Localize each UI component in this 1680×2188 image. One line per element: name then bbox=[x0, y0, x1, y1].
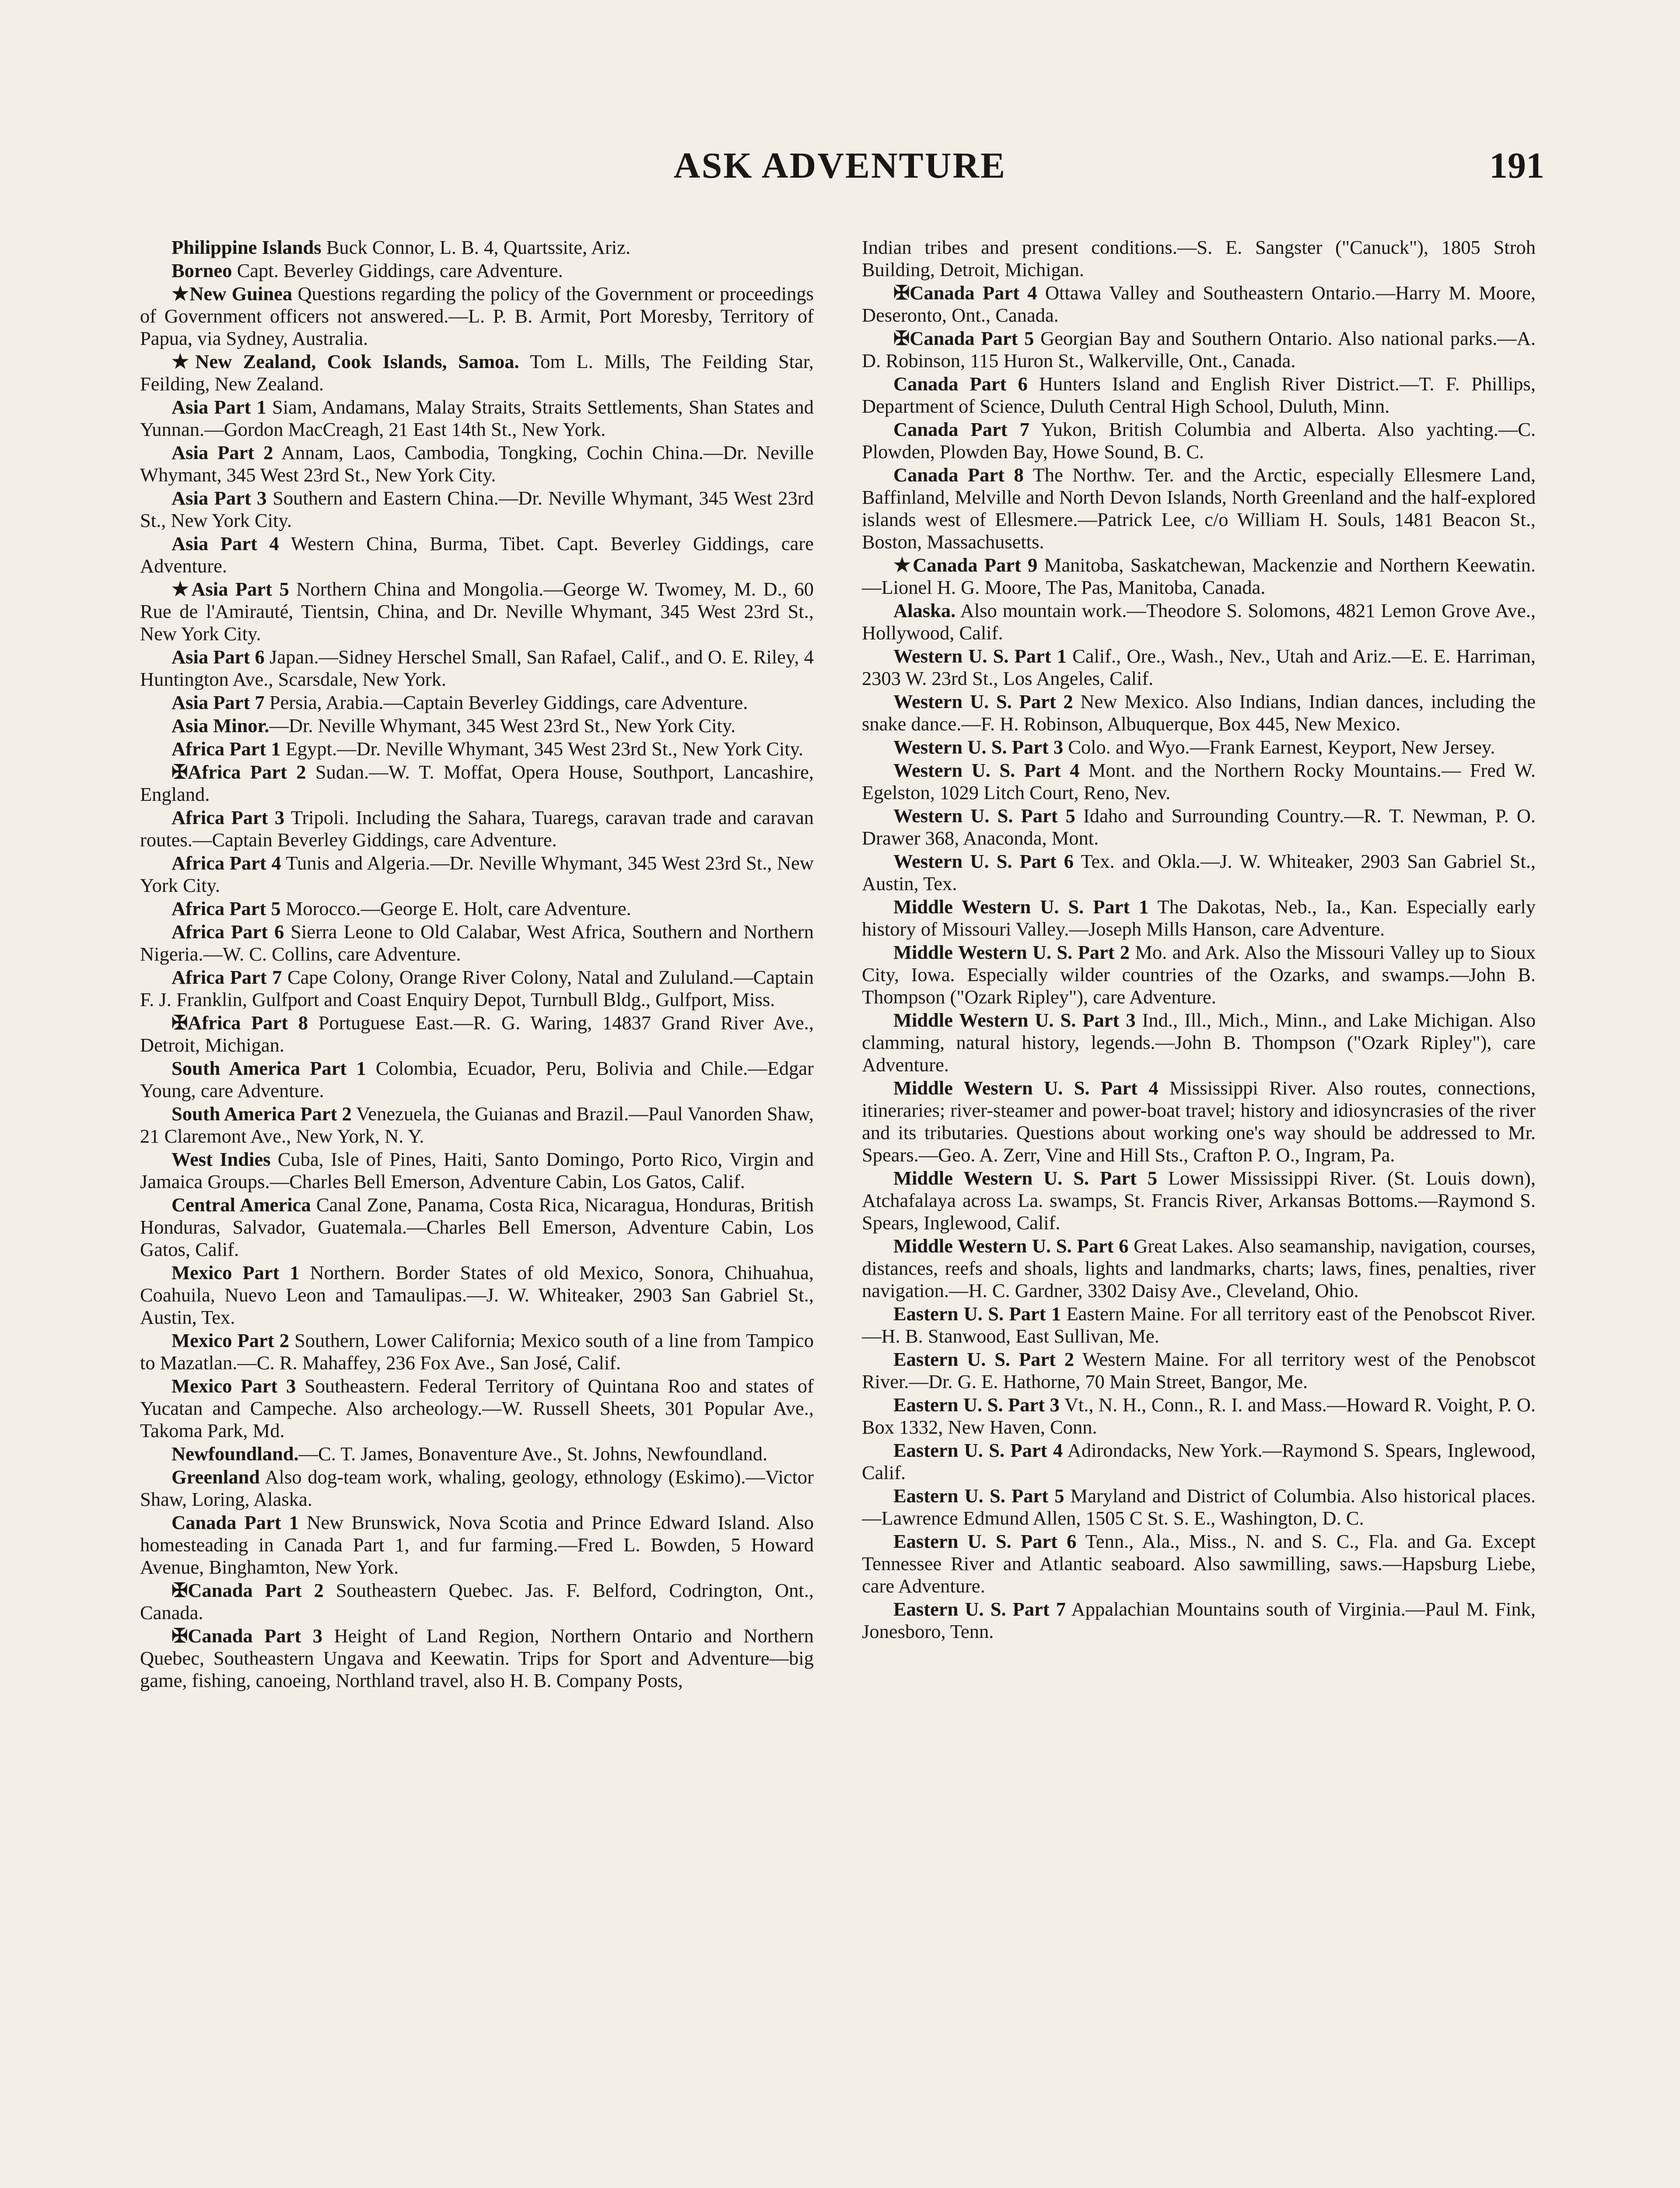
entry-text: The Northw. Ter. and the Arctic, especially Ellesmere Land, Baffinland, Melville and North Devon Islands, North Greenland and the half-explored islands west of Ellesmere.—Patrick Lee, c/o William H. Souls, 1481 Beacon St., Boston, Massachusetts. bbox=[862, 464, 1536, 553]
directory-entry bbox=[140, 1194, 814, 1261]
entry-text: Annam, Laos, Cambodia, Tongking, Cochin China.—Dr. Neville Whymant, 345 West 23rd St., New York City. bbox=[140, 442, 814, 486]
entry-label: Africa Part 3 bbox=[172, 806, 285, 828]
directory-entry bbox=[862, 554, 1536, 599]
entry-label: Alaska. bbox=[893, 600, 956, 621]
entry-label: Africa Part 1 bbox=[172, 738, 281, 760]
directory-entry bbox=[140, 578, 814, 645]
entry-text: The Dakotas, Neb., Ia., Kan. Especially early history of Missouri Valley.—Joseph Mills Hanson, care Adventure. bbox=[862, 896, 1536, 940]
directory-entry bbox=[862, 1167, 1536, 1234]
directory-entry bbox=[140, 715, 814, 737]
entry-label: Eastern U. S. Part 1 bbox=[893, 1303, 1061, 1325]
directory-entry bbox=[862, 805, 1536, 849]
entry-label: Canada Part 8 bbox=[893, 464, 1024, 486]
entry-label: Borneo bbox=[172, 259, 232, 281]
directory-entry bbox=[862, 896, 1536, 940]
entry-text: Colombia, Ecuador, Peru, Bolivia and Chile.—Edgar Young, care Adventure. bbox=[140, 1057, 814, 1101]
entry-text: Calif., Ore., Wash., Nev., Utah and Ariz.—E. E. Harriman, 2303 W. 23rd St., Los Angeles, Calif. bbox=[862, 645, 1536, 689]
entry-label: ✠Canada Part 2 bbox=[172, 1579, 324, 1601]
directory-entry bbox=[140, 236, 814, 259]
entry-label: South America Part 1 bbox=[172, 1057, 366, 1079]
entry-text: Mont. and the Northern Rocky Mountains.— Fred W. Egelston, 1029 Litch Court, Reno, Nev. bbox=[862, 759, 1536, 803]
entry-label: ✠Canada Part 4 bbox=[893, 282, 1037, 304]
entry-text: Great Lakes. Also seamanship, navigation, courses, distances, reefs and shoals, lights and landmarks, charts; laws, fines, penalties, river navigation.—H. C. Gardner, 3302 Daisy Ave., Cleveland, Ohio. bbox=[862, 1235, 1536, 1301]
entry-text: Tunis and Algeria.—Dr. Neville Whymant, 345 West 23rd St., New York City. bbox=[140, 852, 814, 896]
entry-text: Georgian Bay and Southern Ontario. Also national parks.—A. D. Robinson, 115 Huron St., Walkerville, Ont., Canada. bbox=[862, 327, 1536, 372]
directory-entry bbox=[862, 850, 1536, 895]
entry-text: Southeastern. Federal Territory of Quintana Roo and states of Yucatan and Campeche. Also archeology.—W. Russell Sheets, 301 Popular Ave., Takoma Park, Md. bbox=[140, 1375, 814, 1441]
entry-text: Sierra Leone to Old Calabar, West Africa, Southern and Northern Nigeria.—W. C. Collins, care Adventure. bbox=[140, 921, 814, 965]
entry-label: Asia Minor. bbox=[172, 715, 270, 736]
entry-label: ★Canada Part 9 bbox=[893, 554, 1038, 576]
entry-text: Lower Mississippi River. (St. Louis down), Atchafalaya across La. swamps, St. Francis River, Arkansas Bottoms.—Raymond S. Spears, Inglewood, Calif. bbox=[862, 1167, 1536, 1234]
entry-text: Portuguese East.—R. G. Waring, 14837 Grand River Ave., Detroit, Michigan. bbox=[140, 1012, 814, 1056]
directory-entry bbox=[140, 1466, 814, 1511]
entry-label: Western U. S. Part 5 bbox=[893, 805, 1075, 827]
entry-label: Middle Western U. S. Part 5 bbox=[893, 1167, 1158, 1189]
directory-entry bbox=[862, 1394, 1536, 1438]
directory-entry bbox=[140, 806, 814, 851]
entry-text: Morocco.—George E. Holt, care Adventure. bbox=[280, 898, 631, 919]
entry-label: ✠Africa Part 8 bbox=[172, 1012, 308, 1034]
directory-entry bbox=[862, 1009, 1536, 1076]
entry-text: Maryland and District of Columbia. Also historical places.—Lawrence Edmund Allen, 1505 C St. S. E., Washington, D. C. bbox=[862, 1485, 1536, 1529]
entry-label: Asia Part 3 bbox=[172, 487, 267, 509]
entry-text: Colo. and Wyo.—Frank Earnest, Keyport, New Jersey. bbox=[1063, 736, 1495, 758]
entry-text: Northern. Border States of old Mexico, Sonora, Chihuahua, Coahuila, Nuevo Leon and Tamaulipas.—J. W. Whiteaker, 2903 San Gabriel St., Austin, Tex. bbox=[140, 1262, 814, 1328]
entry-text: Tenn., Ala., Miss., N. and S. C., Fla. and Ga. Except Tennessee River and Atlantic seaboard. Also sawmilling, saws.—Hapsburg Liebe, care Adventure. bbox=[862, 1530, 1536, 1597]
directory-entry bbox=[140, 898, 814, 920]
entry-label: Mexico Part 3 bbox=[172, 1375, 296, 1397]
directory-entry bbox=[862, 1530, 1536, 1597]
directory-entry bbox=[862, 373, 1536, 417]
entry-text: Japan.—Sidney Herschel Small, San Rafael, Calif., and O. E. Riley, 4 Huntington Ave., Scarsdale, New York. bbox=[140, 646, 814, 690]
entry-text: Tripoli. Including the Sahara, Tuaregs, caravan trade and caravan routes.—Captain Beverley Giddings, care Adventure. bbox=[140, 806, 814, 851]
entry-text: Vt., N. H., Conn., R. I. and Mass.—Howard R. Voight, P. O. Box 1332, New Haven, Conn. bbox=[862, 1394, 1536, 1438]
entry-text: Cape Colony, Orange River Colony, Natal and Zululand.—Captain F. J. Franklin, Gulfport and Coast Enquiry Depot, Turnbull Bldg., Gulfport, Miss. bbox=[140, 966, 814, 1010]
directory-entry bbox=[140, 1057, 814, 1102]
directory-entry bbox=[140, 442, 814, 486]
entry-text: Hunters Island and English River District.—T. F. Phillips, Department of Science, Duluth Central High School, Duluth, Minn. bbox=[862, 373, 1536, 417]
left-column bbox=[140, 236, 814, 2188]
entry-label: Canada Part 6 bbox=[893, 373, 1028, 395]
entry-text: Egypt.—Dr. Neville Whymant, 345 West 23rd St., New York City. bbox=[280, 738, 804, 760]
directory-entry bbox=[140, 921, 814, 965]
entry-text: —Dr. Neville Whymant, 345 West 23rd St., New York City. bbox=[269, 715, 736, 736]
entry-text: Ind., Ill., Mich., Minn., and Lake Michigan. Also clamming, natural history, legends.—John B. Thompson ("Ozark Ripley"), care Adventure. bbox=[862, 1009, 1536, 1076]
directory-entry bbox=[862, 1439, 1536, 1484]
entry-label: Eastern U. S. Part 7 bbox=[893, 1598, 1066, 1620]
entry-text: Siam, Andamans, Malay Straits, Straits Settlements, Shan States and Yunnan.—Gordon MacCreagh, 21 East 14th St., New York. bbox=[140, 396, 814, 440]
entry-text: Questions regarding the policy of the Government or proceedings of Government officers not answered.—L. P. B. Armit, Port Moresby, Territory of Papua, via Sydney, Australia. bbox=[140, 283, 814, 349]
entry-text: New Brunswick, Nova Scotia and Prince Edward Island. Also homesteading in Canada Part 1, and fur farming.—Fred L. Bowden, 5 Howard Avenue, Binghamton, New York. bbox=[140, 1511, 814, 1578]
entry-label: Eastern U. S. Part 4 bbox=[893, 1439, 1063, 1461]
entry-text: Southern, Lower California; Mexico south of a line from Tampico to Mazatlan.—C. R. Mahaffey, 236 Fox Ave., San José, Calif. bbox=[140, 1329, 814, 1374]
entry-label: Middle Western U. S. Part 1 bbox=[893, 896, 1149, 918]
entry-label: Eastern U. S. Part 5 bbox=[893, 1485, 1064, 1507]
entry-label: Asia Part 1 bbox=[172, 396, 266, 418]
entry-label: Western U. S. Part 1 bbox=[893, 645, 1067, 667]
directory-entry bbox=[140, 1103, 814, 1147]
directory-entry bbox=[862, 941, 1536, 1008]
directory-entry bbox=[140, 259, 814, 282]
entry-label: Central America bbox=[172, 1194, 311, 1216]
entry-text: Southeastern Quebec. Jas. F. Belford, Codrington, Ont., Canada. bbox=[140, 1579, 814, 1623]
entry-text: Tom L. Mills, The Feilding Star, Feilding, New Zealand. bbox=[140, 351, 814, 395]
directory-entry bbox=[140, 1375, 814, 1442]
entry-label: ★New Guinea bbox=[172, 283, 293, 305]
entry-label: Asia Part 7 bbox=[172, 691, 265, 713]
entry-label: Asia Part 6 bbox=[172, 646, 265, 668]
entry-label: Middle Western U. S. Part 6 bbox=[893, 1235, 1129, 1257]
entry-text: Adirondacks, New York.—Raymond S. Spears, Inglewood, Calif. bbox=[862, 1439, 1536, 1483]
entry-label: Asia Part 4 bbox=[172, 533, 279, 554]
directory-entry bbox=[140, 691, 814, 714]
entry-text: Manitoba, Saskatchewan, Mackenzie and Northern Keewatin.—Lionel H. G. Moore, The Pas, Manitoba, Canada. bbox=[862, 554, 1536, 598]
entry-label: ★Asia Part 5 bbox=[172, 578, 289, 600]
entry-text: Northern China and Mongolia.—George W. Twomey, M. D., 60 Rue de l'Amirauté, Tientsin, China, and Dr. Neville Whymant, 345 West 23rd St., New York City. bbox=[140, 578, 814, 645]
directory-entry bbox=[140, 738, 814, 760]
directory-entry bbox=[140, 1625, 814, 1692]
directory-entry bbox=[140, 761, 814, 806]
directory-entry bbox=[140, 283, 814, 350]
entry-label: Africa Part 6 bbox=[172, 921, 284, 943]
entry-text: Tex. and Okla.—J. W. Whiteaker, 2903 San Gabriel St., Austin, Tex. bbox=[862, 850, 1536, 894]
entry-text: Canal Zone, Panama, Costa Rica, Nicaragua, Honduras, British Honduras, Salvador, Guatemala.—Charles Bell Emerson, Adventure Cabin, Los Gatos, Calif. bbox=[140, 1194, 814, 1260]
directory-entry bbox=[862, 418, 1536, 463]
directory-entry bbox=[140, 351, 814, 395]
entry-text: Mississippi River. Also routes, connections, itineraries; river-steamer and power-boat travel; history and idiosyncrasies of the river and its tributaries. Questions about working one's way should be addressed to Mr. Spears.—Geo. A. Zerr, Vine and Hill Sts., Crafton P. O., Ingram, Pa. bbox=[862, 1077, 1536, 1166]
directory-entry bbox=[140, 1579, 814, 1624]
entry-label: West Indies bbox=[172, 1148, 271, 1170]
entry-label: Middle Western U. S. Part 2 bbox=[893, 941, 1130, 963]
entry-text: New Mexico. Also Indians, Indian dances, including the snake dance.—F. H. Robinson, Albuquerque, Box 445, New Mexico. bbox=[862, 691, 1536, 735]
entry-text: Persia, Arabia.—Captain Beverley Giddings, care Adventure. bbox=[264, 691, 748, 713]
entry-label: Eastern U. S. Part 6 bbox=[893, 1530, 1077, 1552]
right-column bbox=[862, 236, 1536, 2188]
directory-entry bbox=[862, 1485, 1536, 1529]
directory-entry bbox=[862, 1077, 1536, 1166]
directory-entry bbox=[140, 1262, 814, 1329]
directory-entry bbox=[140, 646, 814, 691]
entry-text: Eastern Maine. For all territory east of the Penobscot River.—H. B. Stanwood, East Sullivan, Me. bbox=[862, 1303, 1536, 1347]
directory-entry bbox=[140, 1443, 814, 1465]
page-title: ASK ADVENTURE bbox=[673, 145, 1007, 186]
directory-entry bbox=[140, 1148, 814, 1193]
entry-text: Buck Connor, L. B. 4, Quartssite, Ariz. bbox=[321, 236, 631, 258]
entry-label: ★New Zealand, Cook Islands, Samoa. bbox=[172, 351, 519, 372]
entry-text: —C. T. James, Bonaventure Ave., St. Johns, Newfoundland. bbox=[298, 1443, 768, 1465]
entry-text: Mo. and Ark. Also the Missouri Valley up to Sioux City, Iowa. Especially wilder countries of the Ozarks, and swamps.—John B. Thompson ("Ozark Ripley"), care Adventure. bbox=[862, 941, 1536, 1008]
entry-text: Capt. Beverley Giddings, care Adventure. bbox=[232, 259, 563, 281]
entry-label: Canada Part 1 bbox=[172, 1511, 299, 1533]
directory-entry bbox=[140, 396, 814, 441]
entry-text: Western China, Burma, Tibet. Capt. Beverley Giddings, care Adventure. bbox=[140, 533, 814, 577]
entry-text: Ottawa Valley and Southeastern Ontario.—Harry M. Moore, Deseronto, Ont., Canada. bbox=[862, 282, 1536, 326]
entry-label: Western U. S. Part 4 bbox=[893, 759, 1080, 781]
page-header bbox=[0, 144, 1680, 197]
entry-label: Africa Part 7 bbox=[172, 966, 282, 988]
directory-entry bbox=[862, 691, 1536, 735]
entry-label: ✠Canada Part 3 bbox=[172, 1625, 322, 1647]
directory-entry bbox=[862, 645, 1536, 690]
entry-text: Also mountain work.—Theodore S. Solomons, 4821 Lemon Grove Ave., Hollywood, Calif. bbox=[862, 600, 1536, 644]
entry-text: Also dog-team work, whaling, geology, ethnology (Eskimo).—Victor Shaw, Loring, Alaska. bbox=[140, 1466, 814, 1510]
entry-text: Appalachian Mountains south of Virginia.—Paul M. Fink, Jonesboro, Tenn. bbox=[862, 1598, 1536, 1642]
entry-text: Yukon, British Columbia and Alberta. Also yachting.—C. Plowden, Plowden Bay, Howe Sound, B. C. bbox=[862, 418, 1536, 463]
directory-entry bbox=[140, 1012, 814, 1056]
entry-label: ✠Canada Part 5 bbox=[893, 327, 1034, 349]
directory-entry bbox=[862, 282, 1536, 326]
entry-label: Eastern U. S. Part 3 bbox=[893, 1394, 1060, 1416]
page-number: 191 bbox=[1489, 145, 1544, 186]
entry-label: Western U. S. Part 6 bbox=[893, 850, 1074, 872]
entry-text: Sudan.—W. T. Moffat, Opera House, Southport, Lancashire, England. bbox=[140, 761, 814, 805]
directory-entry bbox=[862, 600, 1536, 644]
entry-label: Eastern U. S. Part 2 bbox=[893, 1348, 1074, 1370]
entry-label: Canada Part 7 bbox=[893, 418, 1029, 440]
entry-label: Philippine Islands bbox=[172, 236, 322, 258]
entry-label: Africa Part 4 bbox=[172, 852, 281, 874]
entry-label: South America Part 2 bbox=[172, 1103, 352, 1125]
entry-text: Idaho and Surrounding Country.—R. T. Newman, P. O. Drawer 368, Anaconda, Mont. bbox=[862, 805, 1536, 849]
directory-entry bbox=[140, 1511, 814, 1578]
entry-label: ✠Africa Part 2 bbox=[172, 761, 306, 783]
entry-text: Southern and Eastern China.—Dr. Neville Whymant, 345 West 23rd St., New York City. bbox=[140, 487, 814, 531]
directory-entry bbox=[862, 1348, 1536, 1393]
entry-text: Cuba, Isle of Pines, Haiti, Santo Domingo, Porto Rico, Virgin and Jamaica Groups.—Charles Bell Emerson, Adventure Cabin, Los Gatos, Calif. bbox=[140, 1148, 814, 1192]
directory-columns bbox=[140, 236, 1536, 2188]
entry-label: Newfoundland. bbox=[172, 1443, 299, 1465]
directory-entry bbox=[140, 1329, 814, 1374]
entry-label: Mexico Part 1 bbox=[172, 1262, 300, 1283]
directory-entry bbox=[140, 533, 814, 577]
directory-entry bbox=[862, 1598, 1536, 1643]
directory-entry bbox=[862, 759, 1536, 804]
entry-text: Indian tribes and present conditions.—S. E. Sangster ("Canuck"), 1805 Stroh Building, Detroit, Michigan. bbox=[862, 236, 1536, 281]
entry-label: Middle Western U. S. Part 3 bbox=[893, 1009, 1136, 1031]
directory-entry bbox=[862, 464, 1536, 553]
entry-label: Mexico Part 2 bbox=[172, 1329, 289, 1351]
directory-entry bbox=[862, 1303, 1536, 1347]
entry-label: Western U. S. Part 2 bbox=[893, 691, 1073, 712]
entry-label: Asia Part 2 bbox=[172, 442, 273, 463]
directory-entry bbox=[862, 327, 1536, 372]
directory-entry bbox=[862, 736, 1536, 758]
entry-text: Height of Land Region, Northern Ontario and Northern Quebec, Southeastern Ungava and Keewatin. Trips for Sport and Adventure—big game, fishing, canoeing, Northland travel, also H. B. Company Posts, bbox=[140, 1625, 814, 1691]
entry-label: Middle Western U. S. Part 4 bbox=[893, 1077, 1158, 1099]
directory-entry bbox=[140, 966, 814, 1011]
entry-label: Africa Part 5 bbox=[172, 898, 281, 919]
directory-entry bbox=[140, 487, 814, 532]
entry-text: Venezuela, the Guianas and Brazil.—Paul Vanorden Shaw, 21 Claremont Ave., New York, N. Y. bbox=[140, 1103, 814, 1147]
entry-label: Western U. S. Part 3 bbox=[893, 736, 1064, 758]
entry-text: Western Maine. For all territory west of the Penobscot River.—Dr. G. E. Hathorne, 70 Main Street, Bangor, Me. bbox=[862, 1348, 1536, 1392]
directory-entry bbox=[862, 1235, 1536, 1302]
directory-entry bbox=[862, 236, 1536, 281]
directory-entry bbox=[140, 852, 814, 897]
entry-label: Greenland bbox=[172, 1466, 260, 1488]
